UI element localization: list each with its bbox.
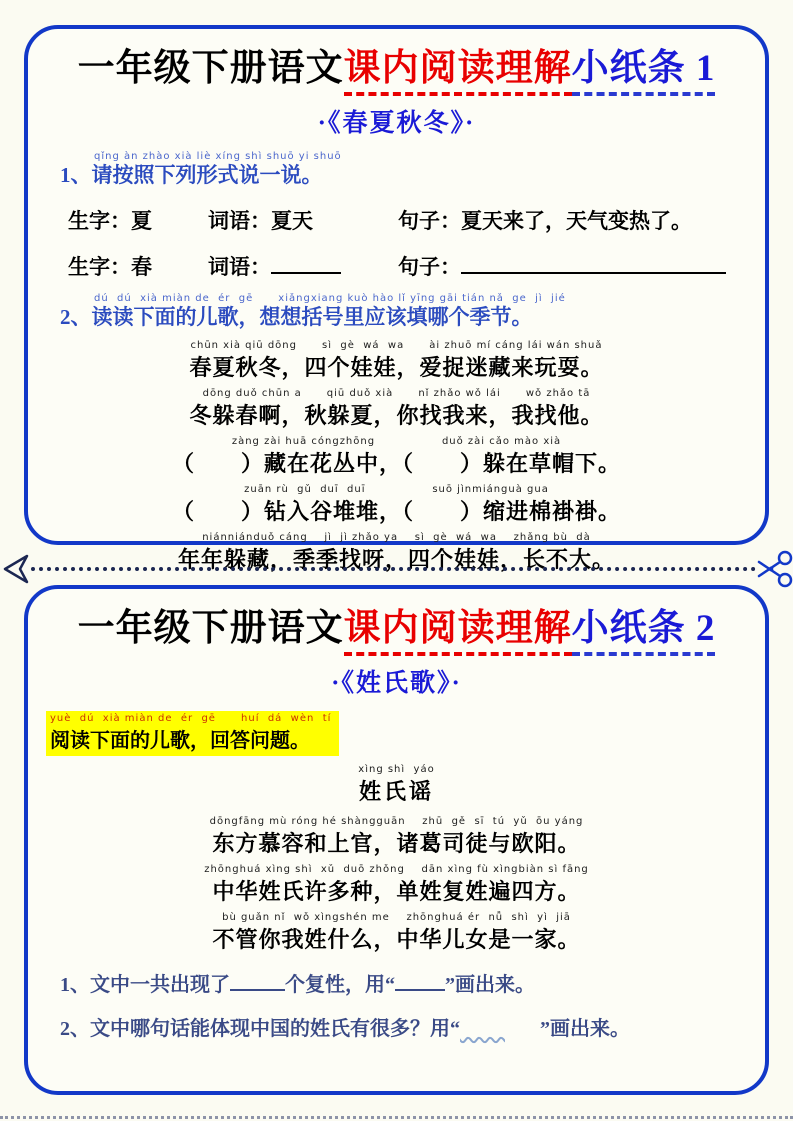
title-slip-number: 小纸条 1: [572, 48, 716, 96]
poem-line: [46, 864, 747, 906]
cut-line: [0, 548, 793, 590]
example-row: [68, 205, 747, 235]
example-sentence: 句子：夏天来了，天气变热了。: [398, 208, 692, 233]
scissors-icon: [757, 547, 793, 591]
poem-title-pinyin: xìng shì yáo: [358, 764, 435, 776]
poem-line-pinyin: zhōnghuá xìng shì xǔ duō zhǒng dān xìng fù xìngbiàn sì fāng: [204, 864, 589, 876]
title-grade-text: 一年级下册语文: [77, 608, 344, 649]
practice-row: [68, 251, 747, 281]
poem-line-text: 春夏秋冬，四个娃娃，爱捉迷藏来玩耍。: [189, 354, 604, 380]
sentence-blank: [461, 255, 726, 274]
page-title-1: [46, 47, 747, 91]
question-2-pinyin: dú dú xià miàn de ér gē xiǎngxiang kuò hào lǐ yīng gāi tián nǎ ge jì jié: [94, 292, 566, 304]
instruction-text: 阅读下面的儿歌，回答问题。: [50, 730, 310, 753]
poem-line: [46, 484, 747, 526]
poem-title-text: 姓氏谣: [358, 779, 434, 805]
q2-wavy-blank: [460, 1016, 540, 1042]
poem-line: [46, 340, 747, 382]
poem-line-text: 不管你我姓什么，中华儿女是一家。: [212, 927, 581, 953]
poem-line: [46, 816, 747, 858]
poem-line-text: 东方慕容和上官，诸葛司徒与欧阳。: [212, 831, 581, 857]
question-1-text: 1、请按照下列形式说一说。: [60, 163, 323, 188]
bottom-cut-line: [0, 1116, 793, 1119]
question-2-text: 2、读读下面的儿歌，想想括号里应该填哪个季节。: [60, 304, 533, 329]
title-slip-number: 小纸条 2: [572, 608, 716, 656]
example-word: 词语：夏天: [208, 208, 313, 233]
poem-line-text: （ ）钻入谷堆堆，（ ）缩进棉褂褂。: [171, 498, 621, 524]
poem-line-text: （ ）藏在花丛中，（ ）躲在草帽下。: [171, 450, 621, 476]
title-grade-text: 一年级下册语文: [77, 48, 344, 89]
question-1: [60, 151, 747, 188]
highlighted-instruction: [46, 711, 339, 756]
q1-part2: 个复性，用“: [285, 974, 395, 997]
title-topic-text: 课内阅读理解: [344, 48, 572, 96]
q1-count-blank: [230, 974, 285, 991]
poem-seasons: [46, 340, 747, 574]
worksheet-card-1: [24, 25, 769, 572]
q1-part1: 1、文中一共出现了: [60, 974, 230, 997]
lesson-subtitle-1: ·《春夏秋冬》·: [317, 110, 476, 138]
poem-surnames: [46, 816, 747, 954]
bottom-question-1: [60, 972, 747, 998]
poem-line-pinyin: chūn xià qiū dōng sì gè wá wa ài zhuō mí cáng lái wán shuǎ: [190, 339, 603, 351]
poem-line-pinyin: dōng duǒ chūn a qiū duǒ xià nǐ zhǎo wǒ lái wǒ zhǎo tā: [202, 387, 591, 399]
worksheet-card-2: [24, 585, 769, 1095]
word-blank: [271, 255, 341, 274]
title-topic-text: 课内阅读理解: [344, 608, 572, 656]
q2-part1: 2、文中哪句话能体现中国的姓氏有很多？用“: [60, 1018, 460, 1041]
question-1-pinyin: qǐng àn zhào xià liè xíng shì shuō yi shuō: [94, 151, 342, 163]
poem-line-pinyin: niánniánduǒ cáng jì jì zhǎo ya sì gè wá wa zhǎng bù dà: [202, 531, 591, 543]
poem-line-pinyin: bù guǎn nǐ wǒ xìngshén me zhōnghuá ér nǚ shì yì jiā: [222, 912, 571, 924]
practice-word-label: [208, 251, 398, 281]
example-character: 生字：夏: [68, 208, 152, 233]
poem-line-pinyin: zàng zài huā cóngzhōng duǒ zài cǎo mào xià: [231, 435, 562, 447]
instruction-pinyin: yuè dú xià miàn de ér gē huí dá wèn tí: [50, 713, 332, 725]
poem-line: [46, 912, 747, 954]
lesson-subtitle-2: ·《姓氏歌》·: [331, 670, 462, 698]
poem-title-block: [46, 764, 747, 806]
cut-dotted-line: [31, 567, 756, 571]
poem-line-text: 年年躲藏，季季找呀，四个娃娃，长不大。: [177, 546, 615, 572]
poem-line-text: 中华姓氏许多种，单姓复姓遍四方。: [212, 879, 581, 905]
page-title-2: [46, 607, 747, 651]
word-label: 词语：: [208, 254, 271, 279]
practice-character: 生字：春: [68, 254, 152, 279]
practice-sentence-label: [398, 251, 747, 281]
q2-part2: ”画出来。: [540, 1018, 630, 1041]
poem-line-pinyin: dōngfāng mù róng hé shàngguān zhū gě sī tú yǔ ōu yáng: [209, 816, 584, 828]
q1-mark-blank: [395, 974, 445, 991]
poem-line: [46, 388, 747, 430]
q1-part3: ”画出来。: [445, 974, 535, 997]
cut-arrow-left-icon: [0, 549, 30, 589]
bottom-question-2: [60, 1016, 747, 1042]
sentence-label: 句子：: [398, 254, 461, 279]
question-2: [60, 293, 747, 330]
poem-line: [46, 436, 747, 478]
poem-line-text: 冬躲春啊，秋躲夏，你找我来，我找他。: [189, 402, 604, 428]
poem-line-pinyin: zuān rù gǔ duī duī suō jìnmiánguà gua: [244, 483, 549, 495]
